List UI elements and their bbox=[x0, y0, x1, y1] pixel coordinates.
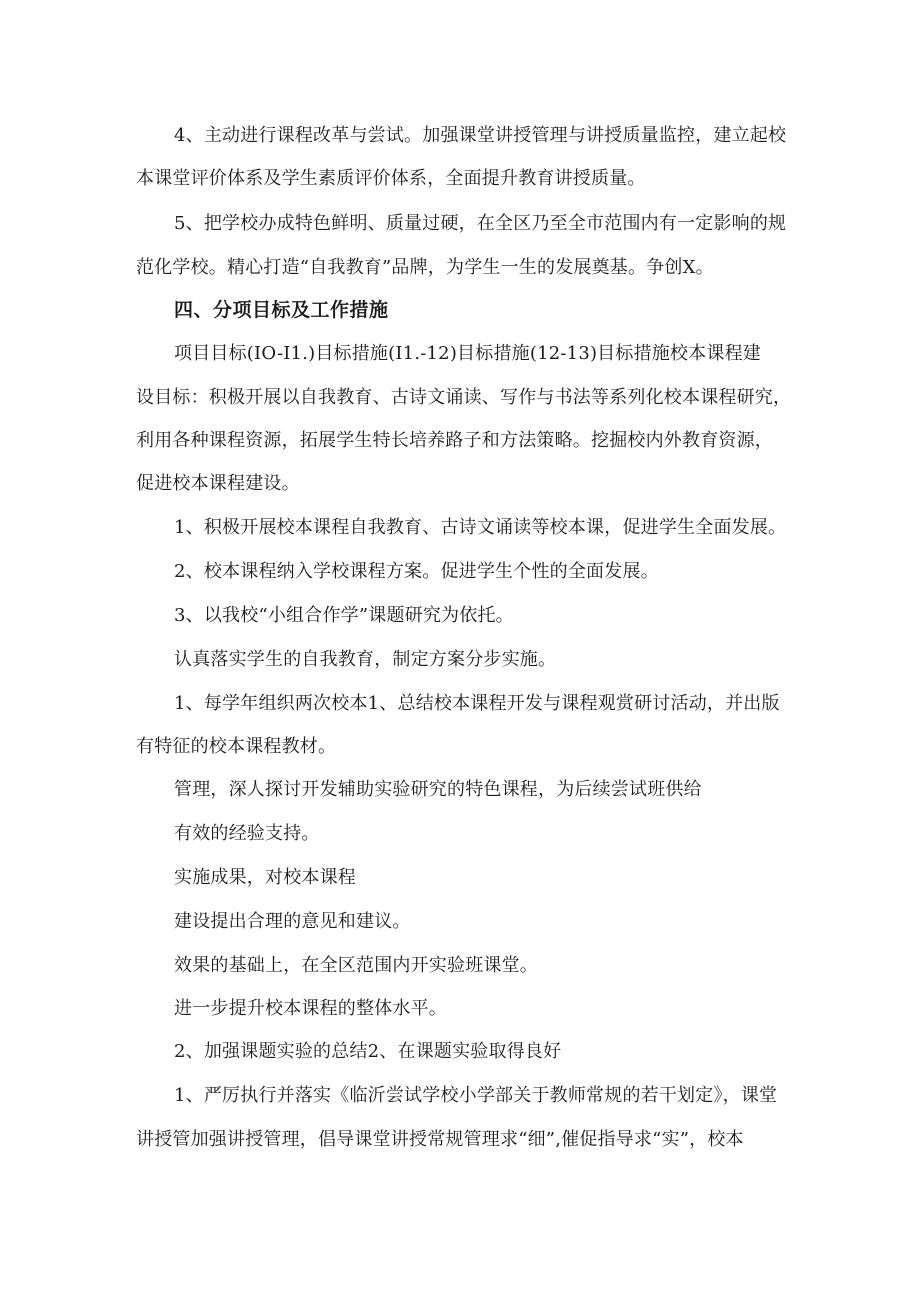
project-goals-line-4: 促进校本课程建设。 bbox=[136, 473, 300, 494]
strict-execution-line-2: 讲授管加强讲授管理，倡导课堂讲授常规管理求“细”,催促指导求“实”，校本 bbox=[136, 1129, 744, 1150]
results-line-1: 实施成果，对校本课程 bbox=[174, 867, 356, 888]
paragraph-5-line-2: 范化学校。精心打造“自我教育”品牌，为学生一生的发展奠基。争创X。 bbox=[136, 257, 714, 278]
improve-line: 进一步提升校本课程的整体水平。 bbox=[174, 998, 447, 1019]
paragraph-4-line-2: 本课堂评价体系及学生素质评价体系，全面提升教育讲授质量。 bbox=[136, 168, 646, 189]
project-goals-line-2: 设目标：积极开展以自我教育、古诗文诵读、写作与书法等系列化校本课程研究， bbox=[136, 387, 792, 408]
project-goals-line-3: 利用各种课程资源，拓展学生特长培养路子和方法策略。挖掘校内外教育资源， bbox=[136, 430, 773, 451]
paragraph-4-line-1: 4、主动进行课程改革与尝试。加强课堂讲授管理与讲授质量监控，建立起校 bbox=[174, 125, 787, 146]
self-education-line: 认真落实学生的自我教育，制定方案分步实施。 bbox=[174, 649, 557, 670]
management-line-1: 管理，深人探讨开发辅助实验研究的特色课程，为后续尝试班供给 bbox=[174, 779, 702, 800]
paragraph-5-line-1: 5、把学校办成特色鲜明、质量过硬，在全区乃至全市范围内有一定影响的规 bbox=[174, 213, 787, 234]
item-1-line: 1、积极开展校本课程自我教育、古诗文诵读等校本课，促进学生全面发展。 bbox=[174, 517, 787, 538]
management-line-2: 有效的经验支持。 bbox=[174, 823, 320, 844]
project-goals-line-1: 项目目标(IO-I1.)目标措施(I1.-12)目标措施(12-13)目标措施校本课程建 bbox=[174, 343, 761, 364]
annual-summary-line-2: 有特征的校本课程教材。 bbox=[136, 736, 337, 757]
results-line-2: 建设提出合理的意见和建议。 bbox=[174, 911, 411, 932]
annual-summary-line-1: 1、每学年组织两次校本1、总结校本课程开发与课程观赏研讨活动，并出版 bbox=[174, 693, 780, 714]
strict-execution-line-1: 1、严厉执行并落实《临沂尝试学校小学部关于教师常规的若干划定》，课堂 bbox=[174, 1085, 778, 1106]
summary-item-2-line: 2、加强课题实验的总结2、在课题实验取得良好 bbox=[174, 1041, 562, 1062]
effect-line: 效果的基础上，在全区范围内开实验班课堂。 bbox=[174, 955, 538, 976]
section-heading: 四、分项目标及工作措施 bbox=[174, 299, 389, 321]
item-3-line: 3、以我校“小组合作学”课题研究为依托。 bbox=[174, 605, 514, 626]
item-2-line: 2、校本课程纳入学校课程方案。促进学生个性的全面发展。 bbox=[174, 561, 659, 582]
